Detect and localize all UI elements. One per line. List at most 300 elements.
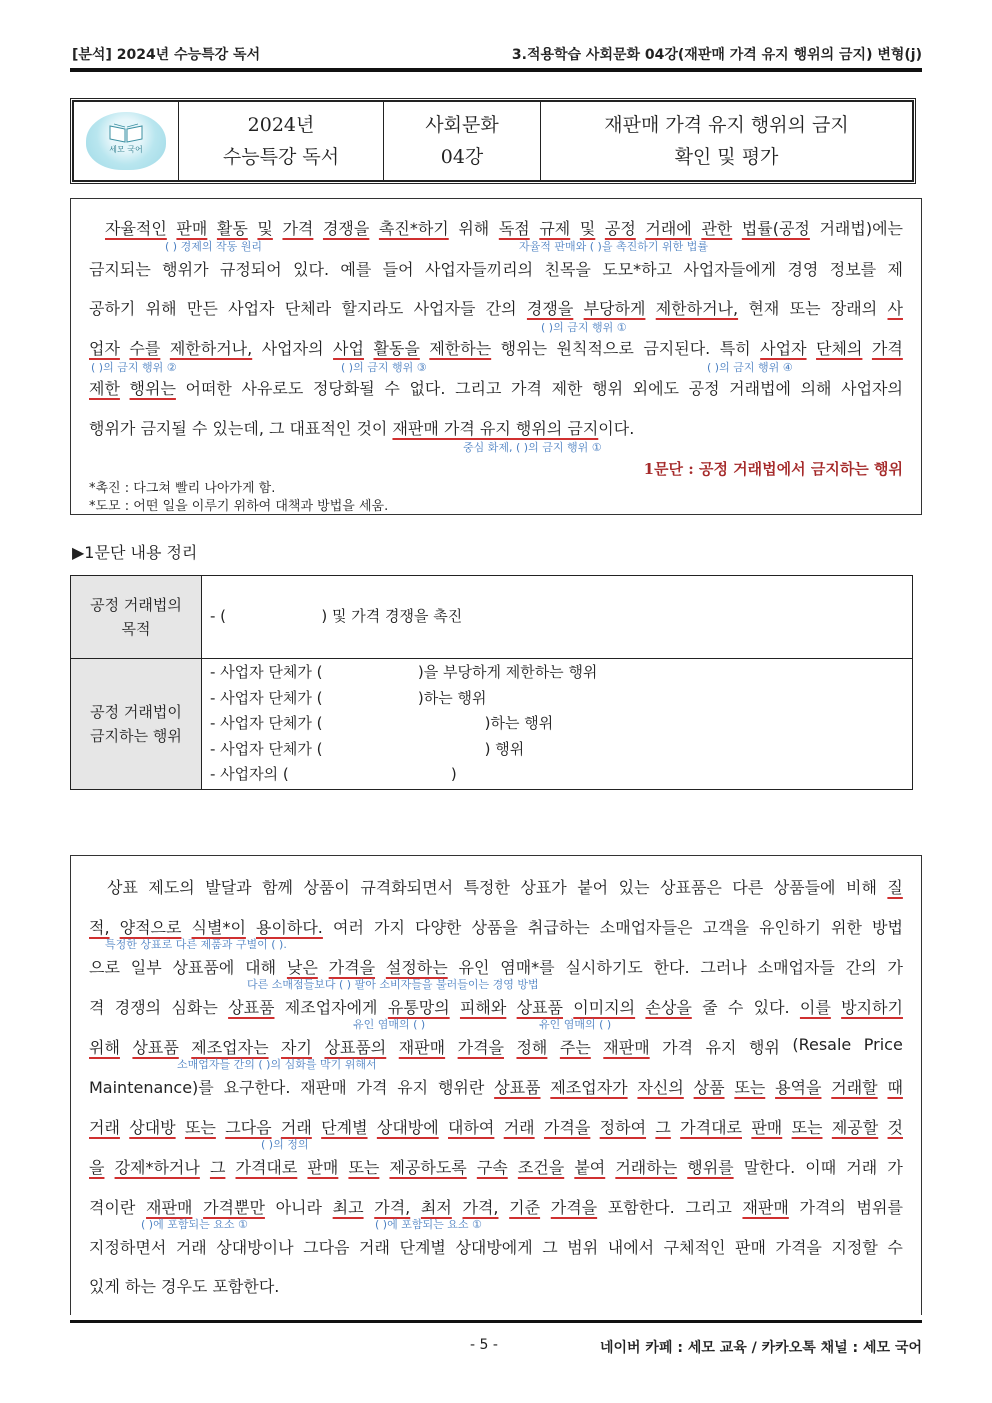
- word: 단체라: [284, 299, 332, 318]
- passage-1-line: [89, 376, 903, 399]
- table-cell: [202, 659, 913, 790]
- word: 행위는: [500, 339, 548, 358]
- word: 간의: [485, 299, 517, 318]
- word: 현재: [748, 299, 780, 318]
- word: 재판매: [398, 1038, 446, 1057]
- word: 거래: [503, 1118, 535, 1137]
- word: 재판매: [146, 1198, 193, 1217]
- word: 소매업자들은: [599, 918, 693, 937]
- word: 한다.: [653, 958, 690, 977]
- title-cell-year: [179, 102, 384, 181]
- word: 또는: [184, 1118, 216, 1137]
- word: 낮은: [286, 958, 318, 977]
- hint: ( )의 정의: [261, 1138, 309, 1151]
- logo-brand: 세모 국어: [109, 145, 143, 154]
- word: 의해: [800, 379, 832, 398]
- word: 수: [727, 998, 744, 1017]
- word: 위해: [89, 1038, 120, 1057]
- word: 가격을: [543, 1118, 591, 1137]
- word: 특정한: [463, 878, 510, 897]
- word: 가격을: [550, 1198, 598, 1217]
- word: 판매: [751, 1118, 783, 1137]
- word: 가격: [282, 219, 314, 238]
- word: 거래: [359, 1238, 390, 1257]
- hint: 유인 염매의 ( ): [539, 1018, 612, 1031]
- word: 취급하는: [527, 918, 590, 937]
- word: Maintenance)를: [89, 1078, 214, 1097]
- word: 거래법)에는: [819, 219, 903, 238]
- hint: ( )의 금지 행위 ②: [91, 361, 177, 374]
- footnote: *도모 : 어떤 일을 이루기 위하여 대책과 방법을 세움.: [89, 499, 389, 514]
- word: 경쟁의: [114, 998, 162, 1017]
- word: 가격: [511, 379, 542, 398]
- word: 일부: [130, 958, 162, 977]
- word: 범위: [567, 1238, 599, 1257]
- title-book: 수능특강 독서: [222, 146, 340, 168]
- word: 법률(공정: [741, 219, 810, 238]
- word: 거래: [175, 1238, 207, 1257]
- word: 붙여: [574, 1158, 606, 1177]
- word: 지정하면서: [89, 1238, 167, 1257]
- passage-2-line: [89, 1235, 903, 1258]
- word: 사유로도: [241, 379, 304, 398]
- footer-contact: 네이버 카페 : 세모 교육 / 카카오톡 채널 : 세모 국어: [599, 1340, 922, 1356]
- word: 있다.: [293, 260, 330, 279]
- word: 규제: [539, 219, 571, 238]
- title-type: 확인 및 평가: [674, 146, 779, 168]
- word: 또는: [789, 299, 821, 318]
- word: 유지: [705, 1038, 737, 1057]
- word: 거래에: [645, 219, 692, 238]
- word: 활동: [216, 219, 248, 238]
- word: 자율적인: [105, 219, 167, 238]
- word: 정해: [516, 1038, 548, 1057]
- word: 제공할: [831, 1118, 879, 1137]
- word: 행위: [748, 1038, 780, 1057]
- word: 사업자들끼리의: [424, 260, 534, 279]
- word: 부당하게: [583, 299, 646, 318]
- passage-2-line: [89, 1155, 903, 1178]
- passage-2-line: [89, 1115, 903, 1138]
- word: 사: [887, 299, 903, 318]
- hint: 자율적 판매와 ( )을 촉진하기 위한 법률: [519, 240, 708, 253]
- hint: 소매업자들 간의 ( )의 심화를 막기 위해서: [177, 1058, 377, 1071]
- word: 하는: [125, 1277, 161, 1296]
- table-head-line: 목적: [121, 620, 151, 638]
- word: 격: [89, 998, 105, 1017]
- word: 다양한: [414, 918, 462, 937]
- word: 경영: [787, 260, 819, 279]
- table-cell-line: - 사업자 단체가 ( )하는 행위: [210, 714, 554, 733]
- word: 상대방에: [376, 1118, 439, 1137]
- word: 관한: [701, 219, 733, 238]
- word: 제조업자는: [191, 1038, 269, 1057]
- hint: 다른 소매점들보다 ( ) 팔아 소비자들을 불러들이는 경영 방법: [247, 978, 539, 991]
- word: 재판매: [742, 1198, 789, 1217]
- word: 단계별: [399, 1238, 446, 1257]
- table-cell-line: - 사업자의 ( ): [210, 765, 457, 784]
- word: 제한: [551, 379, 583, 398]
- word: 을: [89, 1158, 105, 1177]
- word: 상품: [693, 1078, 725, 1097]
- word: 정당화될: [312, 379, 375, 398]
- word: 외에도: [632, 379, 680, 398]
- passage-1-line: [89, 296, 903, 319]
- word: 가격을: [775, 1238, 822, 1257]
- word: 함께: [262, 878, 293, 897]
- section-title: ▶1문단 내용 정리: [72, 543, 198, 562]
- word: 판매: [176, 219, 208, 238]
- hint: ( ) 경제의 작동 원리: [165, 240, 262, 253]
- hint: ( )에 포함되는 요소 ①: [141, 1218, 248, 1231]
- word: 및: [257, 219, 273, 238]
- word: (Resale: [792, 1035, 852, 1054]
- word: 용이하다.: [255, 918, 323, 937]
- word: 단체의: [816, 339, 863, 358]
- word: 가격대로: [680, 1118, 742, 1137]
- word: 가지: [373, 918, 405, 937]
- word: 설정하는: [385, 958, 448, 977]
- word: 제조업자가: [550, 1078, 628, 1097]
- table-cell-line: - 사업자 단체가 ( )을 부당하게 제한하는 행위: [210, 663, 598, 681]
- word: 거래: [846, 1158, 878, 1177]
- logo-cell: [74, 102, 179, 181]
- word: 방지하기: [841, 998, 903, 1017]
- word: 없다.: [409, 379, 446, 398]
- word: 예를: [340, 260, 372, 279]
- passage-2-line: [107, 875, 903, 898]
- word: 가격: [871, 339, 903, 358]
- word: 위한: [830, 918, 862, 937]
- word: 행위를: [687, 1158, 734, 1177]
- title-year: 2024년: [247, 114, 315, 136]
- word: 구체적인: [663, 1238, 726, 1257]
- word: 할지라도: [341, 299, 404, 318]
- word: 고객을: [702, 918, 749, 937]
- word: 만든: [186, 299, 218, 318]
- header-right: 3.적용학습 사회문화 04강(재판매 가격 유지 행위의 금지) 변형(j): [511, 47, 922, 63]
- word: 재판매: [300, 1078, 347, 1097]
- word: 원칙적으로: [556, 339, 634, 358]
- word: 상대방: [129, 1118, 176, 1137]
- word: 촉진*하기: [378, 219, 449, 238]
- table-head-line: 금지하는 행위: [90, 726, 182, 745]
- word: 대하여: [448, 1118, 495, 1137]
- word: 금지되는: [89, 260, 151, 279]
- book-logo-icon: [86, 112, 166, 170]
- word: 그: [542, 1238, 558, 1257]
- word: 상대방이나: [216, 1238, 294, 1257]
- passage-2-line: [89, 955, 903, 978]
- word: 제공하도록: [389, 1158, 467, 1177]
- word: 상대방에게: [455, 1238, 533, 1257]
- word: 자기: [281, 1038, 312, 1057]
- word: 유인: [458, 958, 490, 977]
- word: 제: [887, 260, 903, 279]
- passage-1: [70, 198, 922, 515]
- word: 제한하거나,: [655, 299, 739, 318]
- word: 거래하는: [615, 1158, 678, 1177]
- word: 행위는: [129, 379, 176, 398]
- word: 있는: [618, 878, 650, 897]
- word: 그리고: [685, 1198, 732, 1217]
- word: 공정: [604, 219, 636, 238]
- word: 때: [887, 1078, 903, 1097]
- word: 다른: [732, 878, 764, 897]
- word: 상표품: [132, 1038, 179, 1057]
- word: 활동을: [373, 339, 420, 358]
- word: 손상을: [645, 998, 692, 1017]
- hint: ( )의 금지 행위 ①: [541, 321, 627, 334]
- title-subject: 사회문화: [425, 114, 499, 136]
- word: 발달과: [205, 878, 252, 897]
- word: 및: [579, 219, 596, 238]
- passage-2: [70, 855, 922, 1315]
- word: 상품을: [471, 918, 518, 937]
- word: 또는: [791, 1118, 823, 1137]
- word: 경쟁을: [526, 299, 574, 318]
- passage-2-line: [89, 995, 903, 1018]
- word: 적,: [89, 918, 110, 937]
- word: 수를: [129, 339, 161, 358]
- word: 상표품: [516, 998, 563, 1017]
- table-head-line: 공정 거래법의: [90, 596, 182, 614]
- word: 경쟁을: [322, 219, 370, 238]
- word: 상표: [107, 878, 138, 897]
- passage-2-line: [89, 915, 903, 938]
- word: 제한하는: [429, 339, 492, 358]
- word: 식별*이: [191, 918, 246, 937]
- table-cell-line: - 사업자 단체가 ( )하는 행위: [210, 688, 487, 707]
- word: 줄: [702, 998, 718, 1017]
- word: 가격,: [374, 1198, 411, 1217]
- word: 대해: [245, 958, 277, 977]
- word: 상표품: [494, 1078, 541, 1097]
- word: 있다.: [753, 998, 790, 1017]
- summary-table: [70, 575, 913, 790]
- word: 업자: [89, 339, 120, 358]
- word: 상표품: [228, 998, 275, 1017]
- word: 내에서: [607, 1238, 655, 1257]
- word: 제조업자에게: [284, 998, 378, 1017]
- word: 제도의: [148, 878, 195, 897]
- word: 판매: [307, 1158, 339, 1177]
- word: 가격: [356, 1078, 388, 1097]
- word: 심화는: [171, 998, 218, 1017]
- word: 단계별: [321, 1118, 368, 1137]
- word: 거래: [89, 1118, 120, 1137]
- footer-rule: [70, 1320, 922, 1323]
- hint: 유인 염매의 ( ): [353, 1018, 426, 1031]
- word: 요구한다.: [223, 1078, 291, 1097]
- word: 가격을: [457, 1038, 504, 1057]
- table-cell: [202, 576, 913, 659]
- word: 어떠한: [185, 379, 232, 398]
- title-chapter: 04강: [440, 146, 484, 168]
- word: 조건을: [517, 1158, 565, 1177]
- word: 말한다.: [743, 1158, 796, 1177]
- passage-2-line: [89, 1274, 903, 1297]
- word: 행위란: [437, 1078, 485, 1097]
- word: 거래할: [831, 1078, 878, 1097]
- word: 또는: [348, 1158, 380, 1177]
- title-box: [70, 98, 916, 184]
- word: 여러: [332, 918, 364, 937]
- word: 행위가: [162, 260, 209, 279]
- word: 최고: [332, 1198, 364, 1217]
- word: 장래의: [830, 299, 878, 318]
- word: 지정할: [831, 1238, 878, 1257]
- word: 가격뿐만: [203, 1198, 265, 1217]
- word: 방법: [871, 918, 903, 937]
- word: 사업자들: [413, 299, 476, 318]
- word: 가: [887, 958, 903, 977]
- word: 간의: [845, 958, 877, 977]
- header-left: [분석] 2024년 수능특강 독서: [72, 47, 261, 63]
- passage-1-line: 행위가 금지될 수 있는데, 그 대표적인 것이 재판매 가격 유지 행위의 금지이다.: [89, 419, 635, 438]
- word: 유지: [397, 1078, 429, 1097]
- word: 도모*하고: [602, 260, 673, 279]
- word: 으로: [89, 958, 120, 977]
- word: 질: [887, 878, 903, 897]
- table-cell-line: - 사업자 단체가 ( ) 행위: [210, 739, 525, 758]
- word: 그리고: [455, 379, 502, 398]
- passage-2-line: [89, 1075, 903, 1098]
- word: 포함한다.: [212, 1277, 280, 1296]
- passage-2-line: [89, 1035, 903, 1058]
- word: 상품들에: [773, 878, 836, 897]
- word: 상표품에: [172, 958, 235, 977]
- word: 실시하기도: [565, 958, 643, 977]
- word: 사업자들에게: [683, 260, 777, 279]
- word: 사업자의: [261, 339, 324, 358]
- word: 들어: [382, 260, 414, 279]
- word: 기준: [509, 1198, 541, 1217]
- word: 유통망의: [387, 998, 450, 1017]
- word: 제한하거나,: [169, 339, 253, 358]
- passage-1-line: [89, 336, 903, 359]
- word: 상표품은: [660, 878, 722, 897]
- word: 그: [209, 1158, 226, 1177]
- word: 행위: [592, 379, 624, 398]
- word: 위해: [145, 299, 177, 318]
- word: 사업: [333, 339, 364, 358]
- word: 수: [384, 379, 400, 398]
- title-cell-topic: [541, 102, 913, 181]
- word: 주는: [559, 1038, 591, 1057]
- word: 공정: [688, 379, 720, 398]
- word: 아니라: [275, 1198, 322, 1217]
- word: 수: [887, 1238, 903, 1257]
- hint: 특정한 상표로 다른 제품과 구별이 ( ).: [105, 938, 287, 951]
- hint: ( )에 포함되는 요소 ①: [375, 1218, 482, 1231]
- word: 그다음: [225, 1118, 272, 1137]
- word: 가격: [662, 1038, 694, 1057]
- word: 위해: [458, 219, 490, 238]
- word: 거래: [280, 1118, 312, 1137]
- word: 가격,: [462, 1198, 499, 1217]
- word: 사업자의: [841, 379, 903, 398]
- paragraph-summary: 1문단 : 공정 거래법에서 금지하는 행위: [643, 460, 903, 478]
- title-cell-subject: [384, 102, 541, 181]
- word: 자신의: [637, 1078, 684, 1097]
- word: 가격대로: [235, 1158, 298, 1177]
- word: 이를: [799, 998, 831, 1017]
- word: 포함한다.: [607, 1198, 675, 1217]
- word: 이때: [805, 1158, 837, 1177]
- word: 소매업자들: [757, 958, 835, 977]
- word: 제한: [89, 379, 120, 398]
- word: 상표가: [520, 878, 567, 897]
- word: 또는: [734, 1078, 766, 1097]
- word: 정하여: [599, 1118, 647, 1137]
- word: 양적으로: [119, 918, 182, 937]
- word: 친목을: [544, 260, 591, 279]
- hint: ( )의 금지 행위 ③: [341, 361, 427, 374]
- word: 규정되어: [219, 260, 282, 279]
- table-head: [71, 576, 202, 659]
- word: 범위를: [856, 1198, 903, 1217]
- passage-1-line: [89, 257, 903, 280]
- word: 거래법에: [729, 379, 791, 398]
- word: 금지된다.: [643, 339, 711, 358]
- page-number: - 5 -: [470, 1337, 498, 1353]
- hint: ( )의 금지 행위 ④: [707, 361, 793, 374]
- word: 사업자: [228, 299, 275, 318]
- word: 그러나: [700, 958, 747, 977]
- passage-1-line: [105, 216, 903, 239]
- word: 상표품의: [324, 1038, 387, 1057]
- word: 붙어: [577, 878, 609, 897]
- footnote: *촉진 : 다그쳐 빨리 나아가게 함.: [89, 481, 276, 496]
- word: 정보를: [829, 260, 877, 279]
- word: 것: [887, 1118, 903, 1137]
- table-head: [71, 659, 202, 790]
- table-head-line: 공정 거래법이: [90, 702, 182, 721]
- word: 판매: [735, 1238, 766, 1257]
- word: 규격화되면서: [360, 878, 454, 897]
- word: 독점: [498, 219, 530, 238]
- word: 격이란: [89, 1198, 136, 1217]
- word: 재판매: [603, 1038, 650, 1057]
- word: 염매*를: [500, 958, 555, 977]
- word: Price: [863, 1035, 903, 1054]
- word: 가격의: [799, 1198, 846, 1217]
- word: 공하기: [89, 299, 136, 318]
- word: 피해와: [459, 998, 507, 1017]
- word: 용역을: [775, 1078, 822, 1097]
- passage-2-line: [89, 1195, 903, 1218]
- word: 가격을: [328, 958, 376, 977]
- word: 특히: [719, 339, 751, 358]
- word: 상품이: [303, 878, 350, 897]
- word: 이미지의: [573, 998, 636, 1017]
- title-topic: 재판매 가격 유지 행위의 금지: [604, 114, 849, 136]
- word: 강제*하거나: [114, 1158, 200, 1177]
- word: 그: [655, 1118, 671, 1137]
- word: 구속: [476, 1158, 508, 1177]
- word: 있게: [89, 1277, 125, 1296]
- word: 경우도: [161, 1277, 213, 1296]
- table-cell-line: - ( ) 및 가격 경쟁을 촉진: [210, 607, 463, 626]
- word: 최저: [420, 1198, 452, 1217]
- word: 가: [887, 1158, 903, 1177]
- word: 유인하기: [759, 918, 821, 937]
- hint: 중심 화제, ( )의 금지 행위 ①: [463, 441, 602, 454]
- word: 사업자: [760, 339, 807, 358]
- header-rule: [70, 68, 922, 72]
- word: 비해: [845, 878, 877, 897]
